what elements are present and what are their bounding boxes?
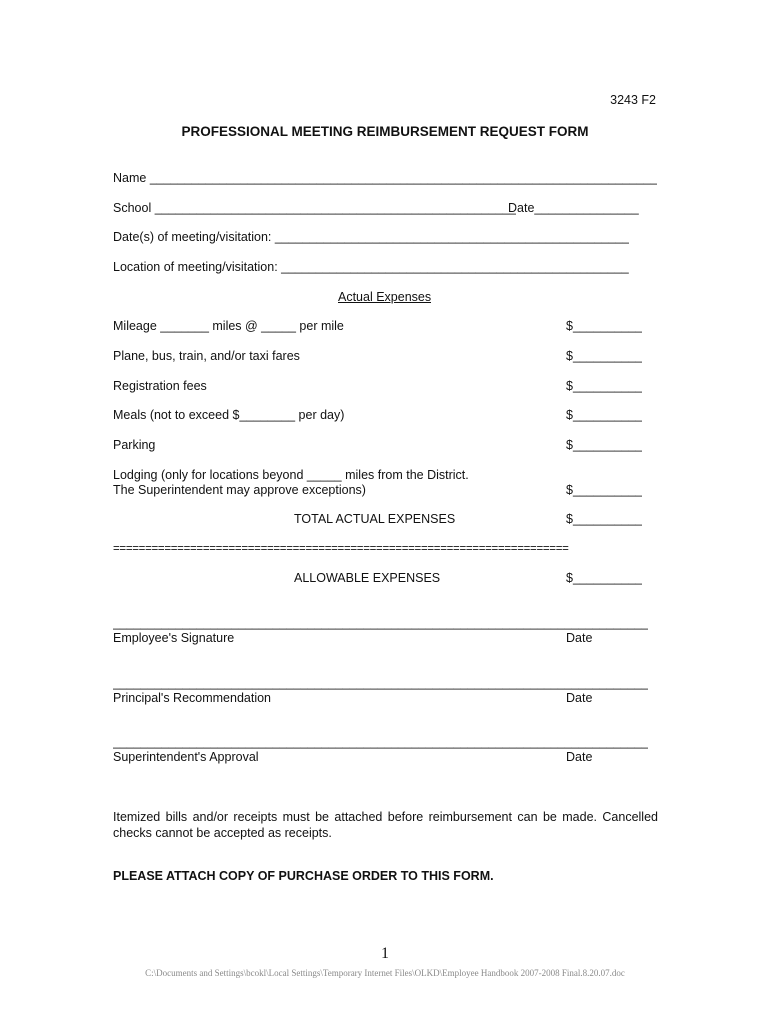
meeting-dates-field[interactable]: Date(s) of meeting/visitation: ___________________________________________________ — [113, 230, 630, 244]
total-amount[interactable]: $__________ — [566, 512, 643, 526]
attach-notice: PLEASE ATTACH COPY OF PURCHASE ORDER TO THIS FORM. — [113, 869, 494, 883]
page-number: 1 — [381, 945, 389, 962]
employee-signature-label: Employee's Signature — [113, 631, 235, 645]
name-field[interactable]: Name _________________________________________________________________________ — [113, 171, 658, 185]
employee-signature-line[interactable]: _____________________________________________________________________________ — [113, 616, 649, 630]
school-field[interactable]: School ____________________________________________________ — [113, 201, 517, 215]
parking-amount[interactable]: $__________ — [566, 438, 643, 452]
allowable-amount[interactable]: $__________ — [566, 571, 643, 585]
fares-amount[interactable]: $__________ — [566, 349, 643, 363]
receipts-notice: Itemized bills and/or receipts must be attached before reimbursement can be made. Cancelled checks cannot be accepted as receipts. — [113, 810, 658, 840]
superintendent-signature-label: Superintendent's Approval — [113, 750, 259, 764]
parking-label: Parking — [113, 438, 156, 452]
mileage-label: Mileage _______ miles @ _____ per mile — [113, 319, 344, 333]
registration-label: Registration fees — [113, 379, 207, 393]
footer-path: C:\Documents and Settings\bcokl\Local Settings\Temporary Internet Files\OLKD\Employee Handbook 2007-2008 Final.8.20.07.doc — [145, 968, 625, 978]
meals-amount[interactable]: $__________ — [566, 408, 643, 422]
allowable-label: ALLOWABLE EXPENSES — [294, 571, 441, 585]
principal-date-label: Date — [566, 691, 593, 705]
principal-signature-line[interactable]: _____________________________________________________________________________ — [113, 676, 649, 690]
superintendent-date-label: Date — [566, 750, 593, 764]
superintendent-signature-line[interactable]: _____________________________________________________________________________ — [113, 735, 649, 749]
meeting-location-field[interactable]: Location of meeting/visitation: __________________________________________________ — [113, 260, 629, 274]
separator: ======================================================================= — [113, 543, 569, 555]
mileage-amount[interactable]: $__________ — [566, 319, 643, 333]
lodging-label-line1: Lodging (only for locations beyond _____ miles from the District. — [113, 468, 469, 482]
lodging-label-line2: The Superintendent may approve exceptions) — [113, 483, 366, 497]
employee-date-label: Date — [566, 631, 593, 645]
fares-label: Plane, bus, train, and/or taxi fares — [113, 349, 300, 363]
form-id: 3243 F2 — [610, 93, 656, 107]
total-label: TOTAL ACTUAL EXPENSES — [294, 512, 456, 526]
registration-amount[interactable]: $__________ — [566, 379, 643, 393]
meals-label: Meals (not to exceed $________ per day) — [113, 408, 345, 422]
page-title: PROFESSIONAL MEETING REIMBURSEMENT REQUEST FORM — [181, 124, 589, 139]
principal-signature-label: Principal's Recommendation — [113, 691, 272, 705]
date-field[interactable]: Date_______________ — [508, 201, 639, 215]
section-title: Actual Expenses — [338, 290, 432, 304]
lodging-amount[interactable]: $__________ — [566, 483, 643, 497]
